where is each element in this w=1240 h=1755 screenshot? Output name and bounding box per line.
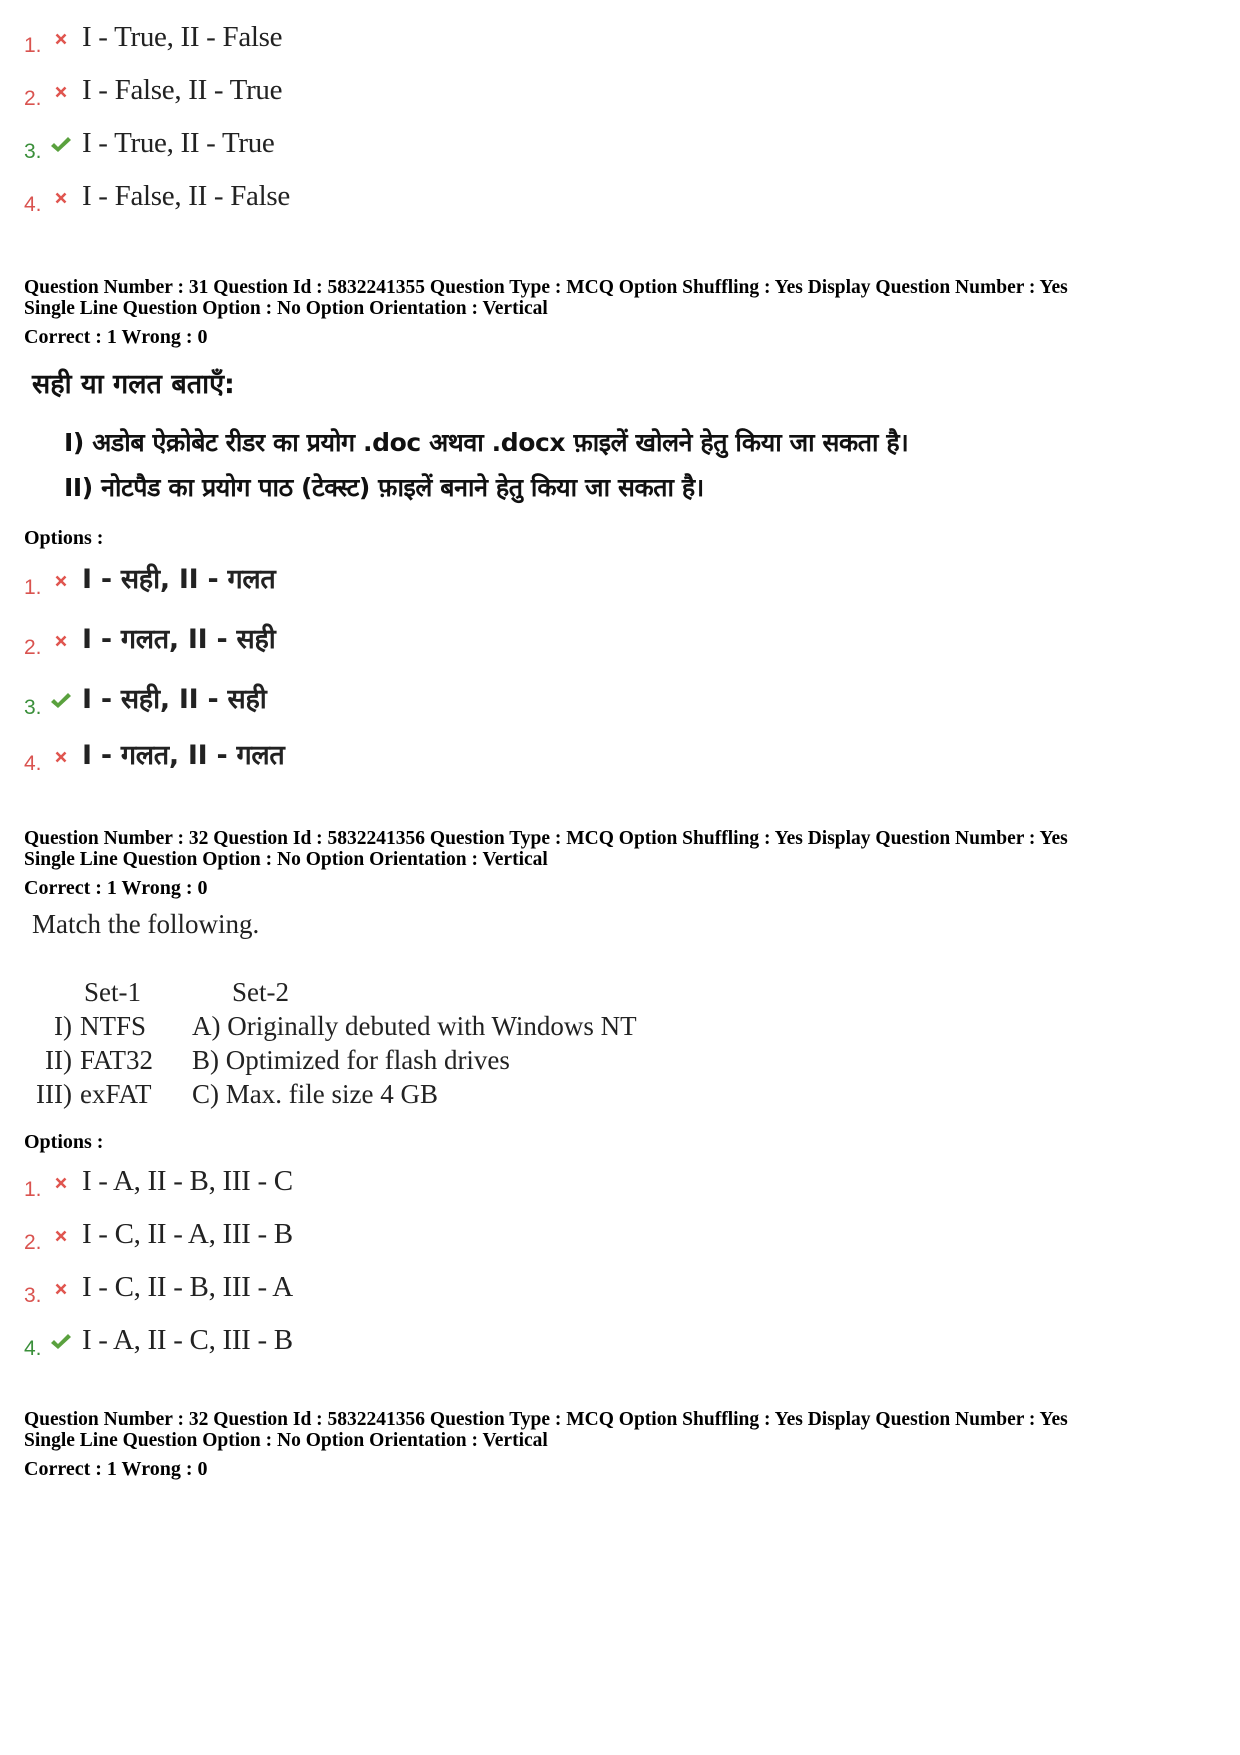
option-text: I - गलत, II - गलत	[82, 740, 285, 771]
option-row[interactable]	[24, 73, 282, 113]
cross-icon	[46, 183, 76, 213]
match-item: NTFS	[80, 1011, 147, 1041]
question-meta-line1: Question Number : 32 Question Id : 5832241356 Question Type : MCQ Option Shuffling : Yes Display Question Number : Yes	[24, 828, 1068, 849]
option-number: 1.	[24, 576, 42, 599]
option-row[interactable]	[24, 126, 275, 166]
option-row[interactable]	[24, 1217, 293, 1257]
match-item: exFAT	[80, 1079, 152, 1109]
question-meta-line2: Single Line Question Option : No Option Orientation : Vertical	[24, 1430, 548, 1451]
option-number: 3.	[24, 696, 42, 719]
question-meta-line1: Question Number : 32 Question Id : 5832241356 Question Type : MCQ Option Shuffling : Yes Display Question Number : Yes	[24, 1409, 1068, 1430]
option-number: 3.	[24, 140, 42, 163]
check-icon	[46, 686, 76, 716]
match-roman: II)	[45, 1045, 72, 1075]
option-row[interactable]	[24, 1270, 293, 1310]
match-row	[34, 1077, 637, 1111]
option-row[interactable]	[24, 1323, 293, 1363]
statement-2: II) नोटपैड का प्रयोग पाठ (टेक्स्ट) फ़ाइलें बनाने हेतु किया जा सकता है।	[64, 473, 704, 502]
score-line: Correct : 1 Wrong : 0	[24, 1458, 208, 1480]
option-row[interactable]	[24, 622, 276, 662]
option-number: 4.	[24, 752, 42, 775]
check-icon	[46, 1327, 76, 1357]
question-meta	[24, 277, 1068, 319]
match-header-row	[34, 975, 637, 1009]
option-number: 2.	[24, 636, 42, 659]
option-text: I - True, II - True	[82, 127, 275, 159]
option-text: I - False, II - True	[82, 74, 283, 106]
match-table	[34, 975, 637, 1111]
cross-icon	[46, 742, 76, 772]
cross-icon	[46, 1168, 76, 1198]
option-number: 2.	[24, 1231, 42, 1254]
options-label: Options :	[24, 527, 104, 549]
match-row	[34, 1043, 637, 1077]
option-text: I - A, II - C, III - B	[82, 1324, 293, 1356]
statement-1: I) अडोब ऐक्रोबेट रीडर का प्रयोग .doc अथवा .docx फ़ाइलें खोलने हेतु किया जा सकता है।	[64, 428, 909, 457]
option-number: 3.	[24, 1284, 42, 1307]
set2-header: Set-2	[232, 977, 289, 1007]
question-prompt: सही या गलत बताएँ:	[32, 369, 235, 400]
option-number: 1.	[24, 1178, 42, 1201]
check-icon	[46, 130, 76, 160]
cross-icon	[46, 1221, 76, 1251]
cross-icon	[46, 626, 76, 656]
options-label: Options :	[24, 1131, 104, 1153]
question-meta	[24, 1409, 1068, 1451]
question-prompt: Match the following.	[32, 909, 260, 939]
question-meta-line1: Question Number : 31 Question Id : 5832241355 Question Type : MCQ Option Shuffling : Yes Display Question Number : Yes	[24, 277, 1068, 298]
cross-icon	[46, 566, 76, 596]
score-line: Correct : 1 Wrong : 0	[24, 326, 208, 348]
option-number: 4.	[24, 1337, 42, 1360]
option-text: I - गलत, II - सही	[82, 624, 276, 655]
option-text: I - C, II - A, III - B	[82, 1218, 293, 1250]
match-row	[34, 1009, 637, 1043]
option-text: I - False, II - False	[82, 180, 290, 212]
question-meta	[24, 828, 1068, 870]
option-row[interactable]	[24, 682, 266, 722]
question-meta-line2: Single Line Question Option : No Option Orientation : Vertical	[24, 849, 548, 870]
match-roman: III)	[36, 1079, 72, 1109]
option-row[interactable]	[24, 179, 290, 219]
set1-header: Set-1	[84, 977, 141, 1007]
question-meta-line2: Single Line Question Option : No Option Orientation : Vertical	[24, 298, 548, 319]
option-number: 4.	[24, 193, 42, 216]
option-text: I - सही, II - गलत	[82, 564, 276, 595]
option-number: 2.	[24, 87, 42, 110]
match-answer: A) Originally debuted with Windows NT	[192, 1011, 637, 1041]
cross-icon	[46, 77, 76, 107]
option-number: 1.	[24, 34, 42, 57]
match-item: FAT32	[80, 1045, 154, 1075]
cross-icon	[46, 1274, 76, 1304]
option-text: I - True, II - False	[82, 21, 283, 53]
option-row[interactable]	[24, 1164, 293, 1204]
option-row[interactable]	[24, 20, 282, 60]
option-text: I - सही, II - सही	[82, 684, 267, 715]
match-roman: I)	[54, 1011, 72, 1041]
option-row[interactable]	[24, 738, 285, 778]
match-answer: B) Optimized for flash drives	[192, 1045, 510, 1075]
option-text: I - C, II - B, III - A	[82, 1271, 293, 1303]
option-row[interactable]	[24, 562, 276, 602]
match-answer: C) Max. file size 4 GB	[192, 1079, 438, 1109]
score-line: Correct : 1 Wrong : 0	[24, 877, 208, 899]
cross-icon	[46, 24, 76, 54]
option-text: I - A, II - B, III - C	[82, 1165, 293, 1197]
